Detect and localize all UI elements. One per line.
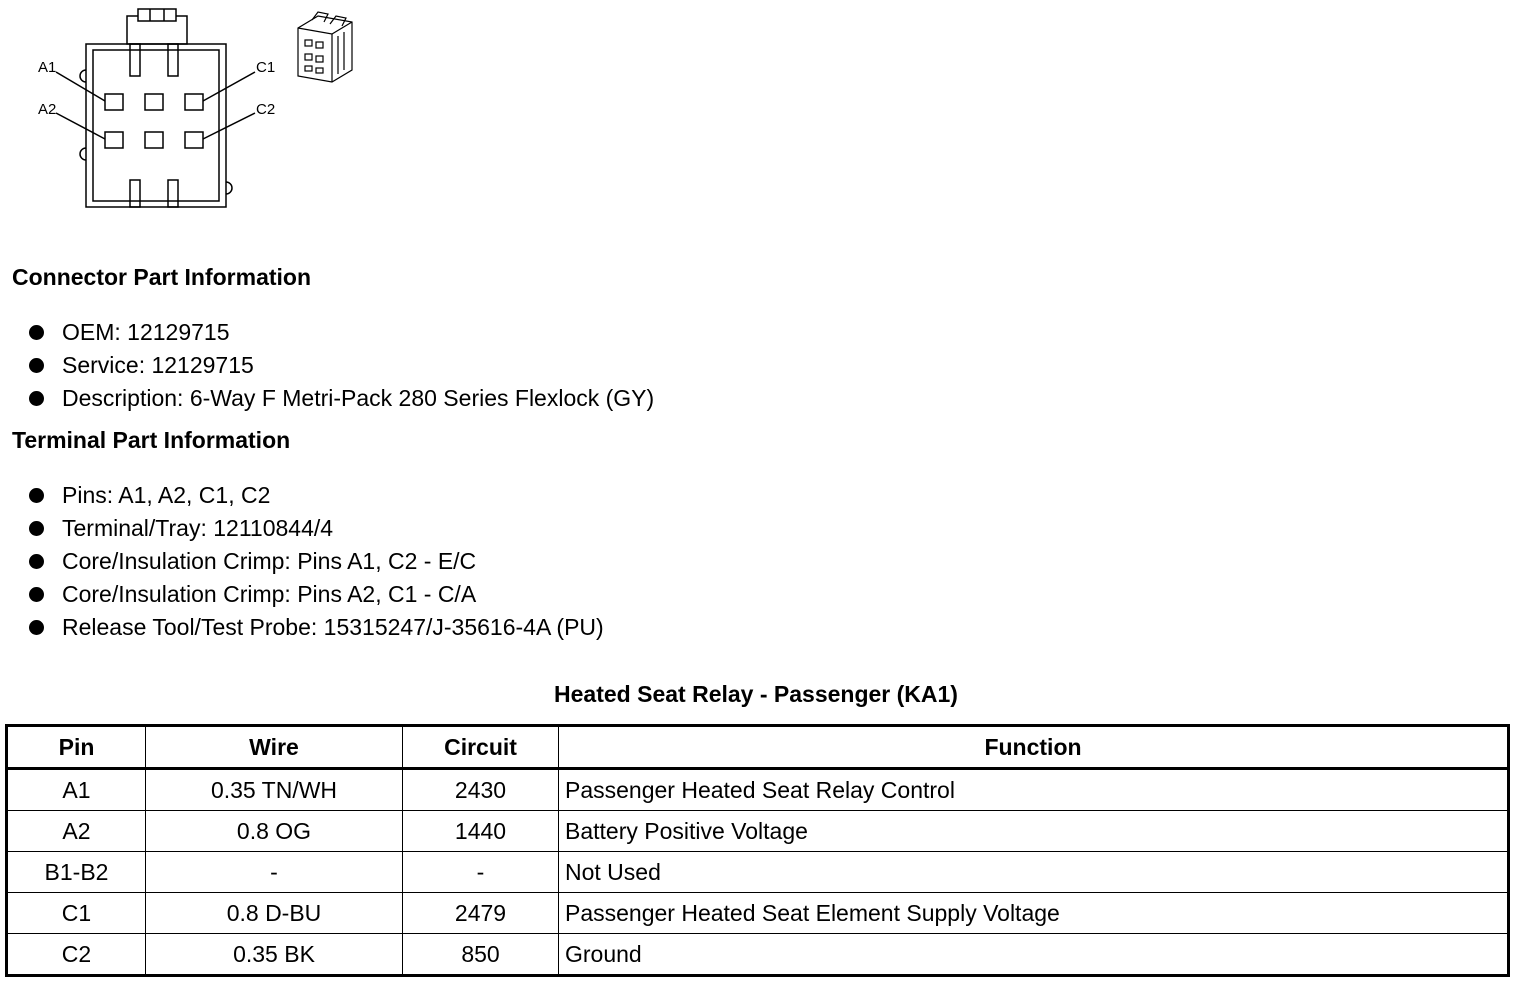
cell-function: Passenger Heated Seat Relay Control (559, 769, 1509, 811)
cell-function: Passenger Heated Seat Element Supply Voltage (559, 893, 1509, 934)
terminal-info-list (26, 480, 604, 645)
bullet-icon (29, 325, 44, 340)
column-header-function: Function (559, 726, 1509, 769)
cell-function: Not Used (559, 852, 1509, 893)
column-header-wire: Wire (146, 726, 403, 769)
cell-pin: A1 (7, 769, 146, 811)
cell-wire: 0.35 TN/WH (146, 769, 403, 811)
connector-isometric-icon (298, 12, 352, 82)
cell-pin: C2 (7, 934, 146, 976)
list-item (26, 480, 604, 513)
list-item-text: Service: 12129715 (62, 352, 254, 378)
cell-pin: C1 (7, 893, 146, 934)
bullet-icon (29, 488, 44, 503)
list-item-text: Pins: A1, A2, C1, C2 (62, 482, 271, 508)
table-row (7, 934, 1509, 976)
list-item (26, 383, 654, 416)
cavity-b2 (145, 132, 163, 148)
connector-info-heading: Connector Part Information (12, 264, 312, 290)
pin-label-a2: A2 (38, 101, 57, 118)
cell-circuit: 2430 (403, 769, 559, 811)
cell-circuit: 1440 (403, 811, 559, 852)
column-header-pin: Pin (7, 726, 146, 769)
bullet-icon (29, 521, 44, 536)
list-item-text: Core/Insulation Crimp: Pins A2, C1 - C/A (62, 581, 477, 607)
terminal-info-heading: Terminal Part Information (12, 427, 291, 453)
bullet-icon (29, 358, 44, 373)
cell-circuit: - (403, 852, 559, 893)
connector-body (86, 44, 226, 207)
list-item (26, 579, 604, 612)
cavity-b1 (145, 94, 163, 110)
pinout-table (5, 724, 1510, 977)
table-title: Heated Seat Relay - Passenger (KA1) (554, 681, 958, 707)
cell-circuit: 850 (403, 934, 559, 976)
cell-wire: - (146, 852, 403, 893)
list-item-text: OEM: 12129715 (62, 319, 230, 345)
column-header-circuit: Circuit (403, 726, 559, 769)
list-item-text: Core/Insulation Crimp: Pins A1, C2 - E/C (62, 548, 477, 574)
pin-label-c2: C2 (256, 101, 276, 118)
table-row (7, 852, 1509, 893)
list-item (26, 612, 604, 645)
bullet-icon (29, 554, 44, 569)
cavity-a1 (105, 94, 123, 110)
cell-wire: 0.8 OG (146, 811, 403, 852)
connector-info-list (26, 317, 654, 416)
cavity-c1 (185, 94, 203, 110)
list-item-text: Release Tool/Test Probe: 15315247/J-35616-4A (PU) (62, 614, 604, 640)
cell-pin: B1-B2 (7, 852, 146, 893)
list-item (26, 513, 604, 546)
cell-circuit: 2479 (403, 893, 559, 934)
list-item (26, 546, 604, 579)
cell-wire: 0.35 BK (146, 934, 403, 976)
list-item-text: Description: 6-Way F Metri-Pack 280 Series Flexlock (GY) (62, 385, 655, 411)
table-row (7, 769, 1509, 811)
list-item (26, 350, 654, 383)
pin-label-a1: A1 (38, 59, 57, 76)
pin-label-c1: C1 (256, 59, 276, 76)
table-row (7, 811, 1509, 852)
bullet-icon (29, 391, 44, 406)
list-item-text: Terminal/Tray: 12110844/4 (62, 515, 334, 541)
cavity-c2 (185, 132, 203, 148)
connector-diagram (0, 0, 400, 220)
list-item (26, 317, 654, 350)
cell-pin: A2 (7, 811, 146, 852)
table-row (7, 893, 1509, 934)
table-header-row (7, 726, 1509, 769)
bullet-icon (29, 587, 44, 602)
cell-function: Battery Positive Voltage (559, 811, 1509, 852)
cell-wire: 0.8 D-BU (146, 893, 403, 934)
cavity-a2 (105, 132, 123, 148)
cell-function: Ground (559, 934, 1509, 976)
bullet-icon (29, 620, 44, 635)
